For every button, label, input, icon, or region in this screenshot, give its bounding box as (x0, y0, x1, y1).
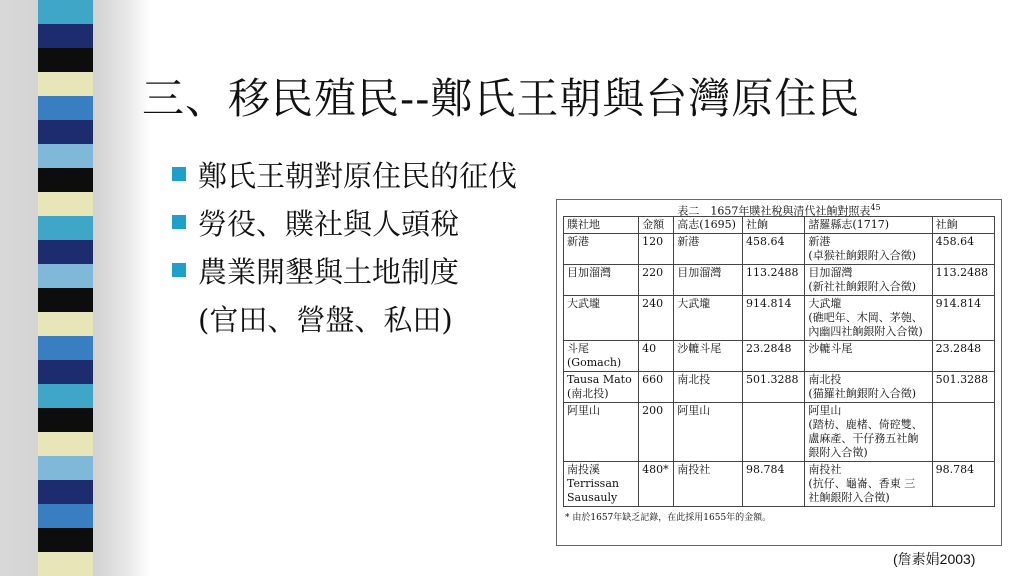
table-cell: 大武壠 (564, 296, 639, 341)
header-cell: 諸羅縣志(1717) (805, 217, 932, 234)
table-cell: 阿里山 (674, 403, 743, 462)
table-cell: 南北投 (674, 372, 743, 403)
bullet-continuation (172, 294, 517, 342)
table-cell (932, 403, 994, 462)
tax-comparison-table (563, 216, 995, 507)
stripe-color-block (38, 24, 93, 48)
table-cell: 新港 (卓猴社餉銀附入合徵) (805, 234, 932, 265)
header-cell: 贌社地 (564, 217, 639, 234)
table-row (564, 234, 995, 265)
stripe-color-block (38, 384, 93, 408)
table-body (564, 234, 995, 507)
table-cell: 200 (639, 403, 674, 462)
table-cell: 23.2848 (932, 341, 994, 372)
table-cell: 新港 (564, 234, 639, 265)
stripe-color-block (38, 432, 93, 456)
table-cell: 458.64 (932, 234, 994, 265)
table-cell (743, 403, 805, 462)
table-cell: 501.3288 (743, 372, 805, 403)
bullet-square-icon (172, 167, 186, 181)
header-cell: 高志(1695) (674, 217, 743, 234)
slide-title: 三、移民殖民--鄭氏王朝與台灣原住民 (142, 74, 861, 123)
decorative-stripe-bar (0, 0, 150, 576)
table-cell: Tausa Mato (南北投) (564, 372, 639, 403)
table-cell: 660 (639, 372, 674, 403)
table-cell: 目加溜灣 (674, 265, 743, 296)
table-cell: 阿里山 (踏枋、鹿楮、倚硿雙、 盧麻產、干仔務五社餉 銀附入合徵) (805, 403, 932, 462)
table-cell: 120 (639, 234, 674, 265)
bullet-square-icon (172, 215, 186, 229)
table-cell: 98.784 (743, 462, 805, 507)
table-cell: 南投社 (674, 462, 743, 507)
bullet-text: 農業開墾與土地制度 (198, 254, 460, 289)
stripe-color-block (38, 48, 93, 72)
header-cell: 社餉 (743, 217, 805, 234)
stripe-color-block (38, 264, 93, 288)
table-cell: 240 (639, 296, 674, 341)
table-footnote: * 由於1657年缺乏記錄，在此採用1655年的金額。 (565, 513, 772, 523)
table-cell: 914.814 (743, 296, 805, 341)
table-cell: 沙轆斗尾 (805, 341, 932, 372)
table-cell: 98.784 (932, 462, 994, 507)
stripe-color-block (38, 360, 93, 384)
color-block-column (38, 0, 93, 576)
table-row (564, 462, 995, 507)
table-cell: 501.3288 (932, 372, 994, 403)
table-cell: 沙轆斗尾 (674, 341, 743, 372)
bullet-text: 鄭氏王朝對原住民的征伐 (198, 158, 518, 193)
table-cell: 大武壠 (礁吧年、木岡、茅匏、 內幽四社餉銀附入合徵) (805, 296, 932, 341)
stripe-color-block (38, 528, 93, 552)
table-cell: 113.2488 (743, 265, 805, 296)
bullet-square-icon (172, 263, 186, 277)
bullet-list (172, 150, 517, 342)
table-caption-text: 表二 1657年贌社稅與清代社餉對照表 (677, 204, 871, 218)
table-cell: 113.2488 (932, 265, 994, 296)
table-cell: 南投社 (抗仔、龜崙、香東 三 社餉銀附入合徵) (805, 462, 932, 507)
table-cell: 目加溜灣 (新社社餉銀附入合徵) (805, 265, 932, 296)
table-cell: 目加溜灣 (564, 265, 639, 296)
bullet-item (172, 198, 517, 246)
source-credit: (詹素娟2003) (893, 551, 976, 567)
table-row (564, 265, 995, 296)
table-row (564, 341, 995, 372)
stripe-color-block (38, 312, 93, 336)
stripe-color-block (38, 504, 93, 528)
stripe-color-block (38, 168, 93, 192)
stripe-color-block (38, 72, 93, 96)
table-cell: 大武壠 (674, 296, 743, 341)
table-cell: 南投溪 Terrissan Sausauly (564, 462, 639, 507)
bullet-continuation-text: (官田、營盤、私田) (198, 302, 453, 337)
table-caption (557, 200, 1001, 216)
stripe-color-block (38, 552, 93, 576)
table-cell: 斗尾 (Gomach) (564, 341, 639, 372)
stripe-color-block (38, 192, 93, 216)
stripe-color-block (38, 144, 93, 168)
table-cell: 40 (639, 341, 674, 372)
table-cell: 新港 (674, 234, 743, 265)
stripe-color-block (38, 288, 93, 312)
stripe-color-block (38, 120, 93, 144)
stripe-color-block (38, 408, 93, 432)
stripe-color-block (38, 336, 93, 360)
stripe-color-block (38, 0, 93, 24)
table-cell: 458.64 (743, 234, 805, 265)
table-cell: 480* (639, 462, 674, 507)
stripe-color-block (38, 456, 93, 480)
header-cell: 金額 (639, 217, 674, 234)
table-cell: 阿里山 (564, 403, 639, 462)
table-row (564, 372, 995, 403)
table-caption-footnote: 45 (870, 203, 881, 212)
table-cell: 914.814 (932, 296, 994, 341)
bullet-text: 勞役、贌社與人頭稅 (198, 206, 460, 241)
bullet-item (172, 150, 517, 198)
stripe-color-block (38, 480, 93, 504)
table-cell: 220 (639, 265, 674, 296)
stripe-color-block (38, 216, 93, 240)
table-row (564, 296, 995, 341)
bullet-item (172, 246, 517, 294)
tax-comparison-table-image (556, 199, 1002, 546)
table-row (564, 403, 995, 462)
stripe-color-block (38, 96, 93, 120)
table-cell: 南北投 (猫羅社餉銀附入合徵) (805, 372, 932, 403)
table-cell: 23.2848 (743, 341, 805, 372)
header-cell: 社餉 (932, 217, 994, 234)
stripe-color-block (38, 240, 93, 264)
table-header-row (564, 217, 995, 234)
